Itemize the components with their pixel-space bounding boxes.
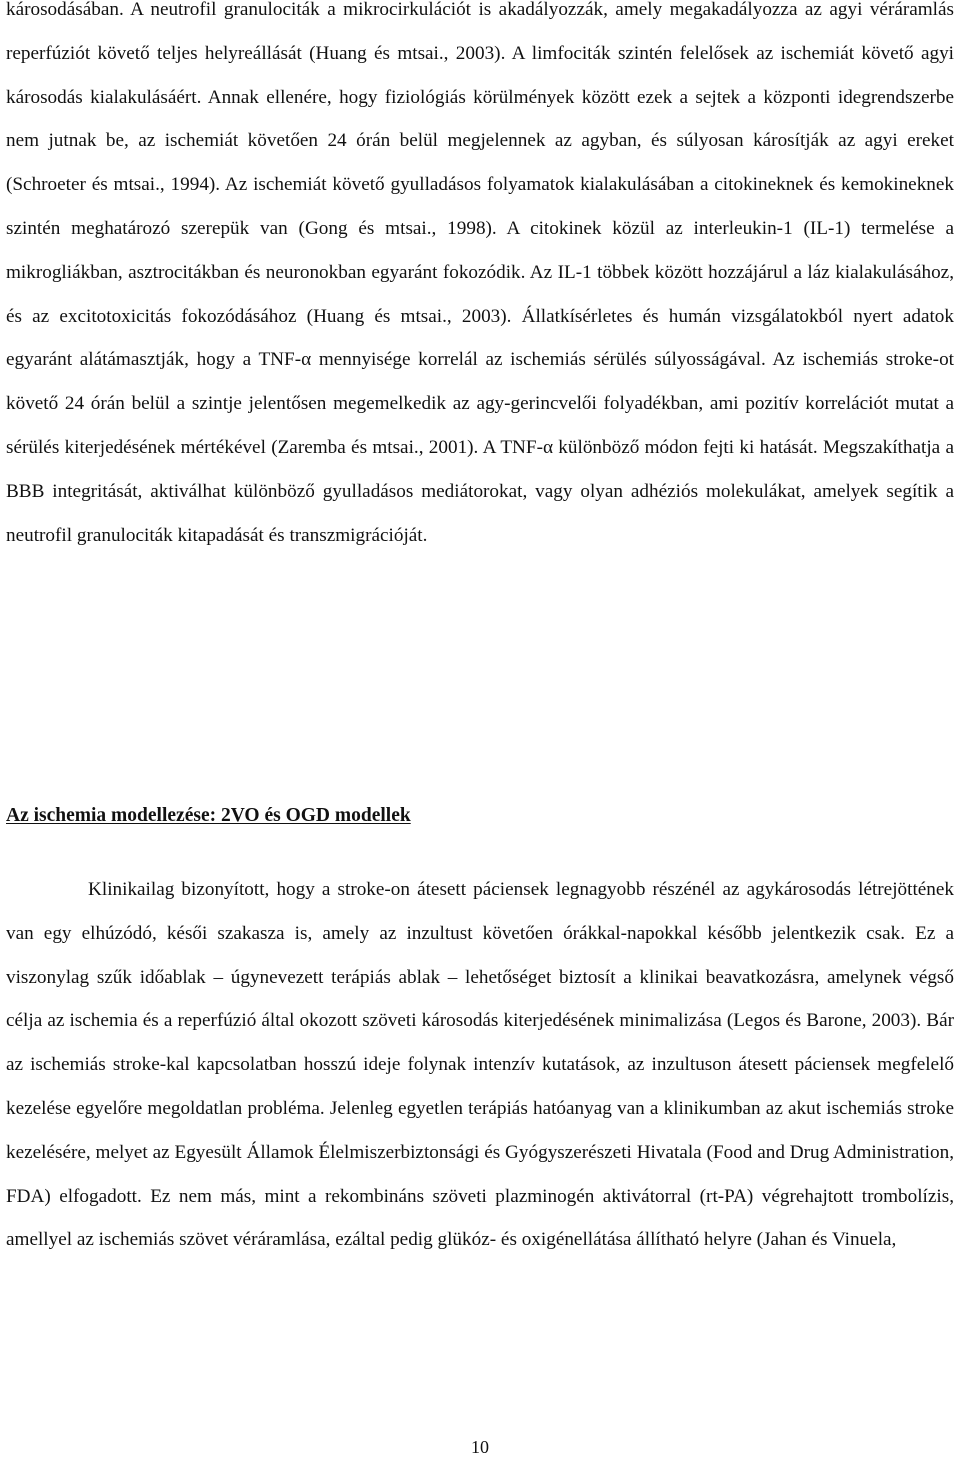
- body-paragraph-1: károsodásában. A neutrofil granulociták a mikrocirkulációt is akadályozzák, amely megakadályozza az agyi véráramlás reperfúziót követő teljes helyreállását (Huang és mtsai., 2003). A limfociták szintén felelősek az ischemiát követő agyi károsodás kialakulásáért. Annak ellenére, hogy fiziológiás körülmények között ezek a sejtek a központi idegrendszerbe nem jutnak be, az ischemiát követően 24 órán belül megjelennek az agyban, és súlyosan károsítják az agyi ereket (Schroeter és mtsai., 1994). Az ischemiát követő gyulladásos folyamatok kialakulásában a citokineknek és kemokineknek szintén meghatározó szerepük van (Gong és mtsai., 1998). A citokinek közül az interleukin-1 (IL-1) termelése a mikrogliákban, asztrocitákban és neuronokban egyaránt fokozódik. Az IL-1 többek között hozzájárul a láz kialakulásához, és az excitotoxicitás fokozódásához (Huang és mtsai., 2003). Állatkísérletes és humán vizsgálatokból nyert adatok egyaránt alátámasztják, hogy a TNF-α mennyisége korrelál az ischemiás sérülés súlyosságával. Az ischemiás stroke-ot követő 24 órán belül a szintje jelentősen megemelkedik az agy-gerincvelői folyadékban, ami pozitív korrelációt mutat a sérülés kiterjedésének mértékével (Zaremba és mtsai., 2001). A TNF-α különböző módon fejti ki hatását. Megszakíthatja a BBB integritását, aktiválhat különböző gyulladásos mediátorokat, vagy olyan adhéziós molekulákat, amelyek segítik a neutrofil granulociták kitapadását és transzmigrációját.: [6, 0, 954, 546]
- page-number: 10: [471, 1437, 489, 1457]
- body-paragraph-2: Klinikailag bizonyított, hogy a stroke-on átesett páciensek legnagyobb részénél az agykárosodás létrejöttének van egy elhúzódó, késői szakasza is, amely az inzultust követően órákkal-napokkal később jelentkezik csak. Ez a viszonylag szűk időablak – úgynevezett terápiás ablak – lehetőséget biztosít a klinikai beavatkozásra, amelynek végső célja az ischemia és a reperfúzió által okozott szöveti károsodás kiterjedésének minimalizása (Legos és Barone, 2003). Bár az ischemiás stroke-kal kapcsolatban hosszú ideje folynak intenzív kutatások, az inzultuson átesett páciensek megfelelő kezelése egyelőre megoldatlan probléma. Jelenleg egyetlen terápiás hatóanyag van a klinikumban az akut ischemiás stroke kezelésére, melyet az Egyesült Államok Élelmiszerbiztonsági és Gyógyszerészeti Hivatala (Food and Drug Administration, FDA) elfogadott. Ez nem más, mint a rekombináns szöveti plazminogén aktivátorral (rt-PA) végrehajtott trombolízis, amellyel az ischemiás szövet véráramlása, ezáltal pedig glükóz- és oxigénellátása állítható helyre (Jahan és Vinuela,: [6, 879, 954, 1251]
- document-page: [6, 0, 954, 557]
- section-heading: Az ischemia modellezése: 2VO és OGD modellek: [6, 805, 411, 826]
